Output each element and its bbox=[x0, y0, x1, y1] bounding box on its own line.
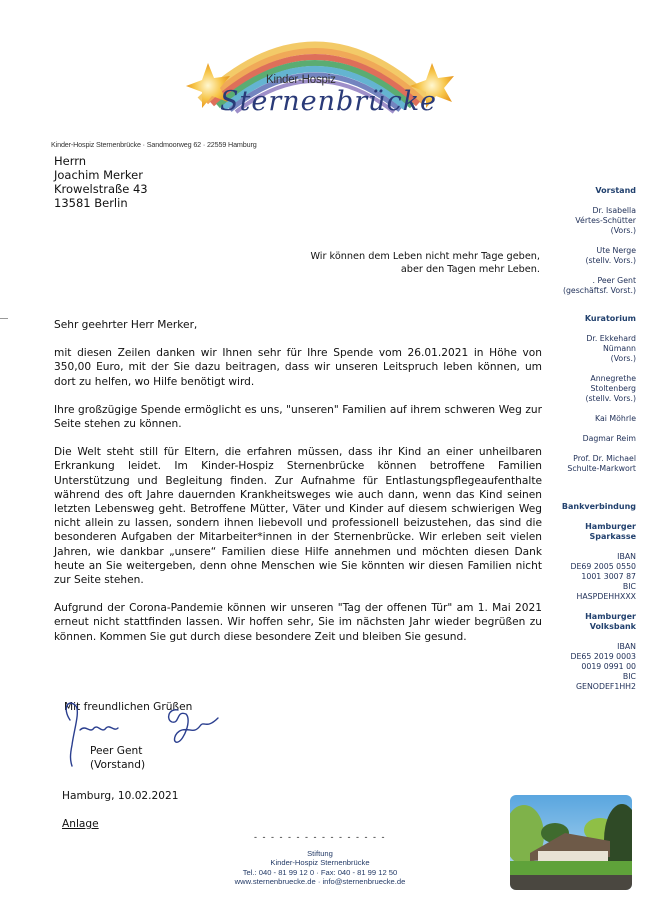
hospice-building-photo bbox=[510, 795, 632, 890]
footer-contact: Tel.: 040 - 81 99 12 0 · Fax: 040 - 81 99 12 50 bbox=[242, 867, 398, 877]
paragraph: Die Welt steht still für Eltern, die erfahren müssen, dass ihr Kind an einer unheilbaren Erkrankung leidet. Im Kinder-Hospiz Sternenbrücke können betroffene Familien Unterstützung und Begleitung finden. Zur Aufnahme für Entlastungspflegeaufenthalte während des oft Jahre dauernden Krankheitsweges wie auch dann, wenn das Kind seinen letzten Lebensweg geht. Betroffene Mütter, Väter und Kinder auf diesem schwierigen Weg nicht allein zu lassen, sondern ihnen liebevoll und professionell beizustehen, das sind die besonderen Aufgaben der Mitarbeiter*innen in der Sternenbrücke. Wir erleben seit vielen Jahren, wie dankbar „unsere“ Familien diese Hilfe annehmen und möchten diesen Dank heute an Sie weitergeben, denn ohne Menschen wie Sie könnten wir diesen Familien nicht zur Seite stehen. bbox=[54, 446, 542, 587]
member-role: (stellv. Vors.) bbox=[585, 256, 636, 265]
kuratorium-member bbox=[526, 434, 636, 444]
member-name: Nümann bbox=[602, 344, 636, 353]
vorstand-member bbox=[526, 206, 636, 236]
place-date: Hamburg, 10.02.2021 bbox=[62, 790, 179, 802]
member-name: Kai Möhrle bbox=[594, 414, 636, 423]
paragraph: Ihre großzügige Spende ermöglicht es uns, "unseren" Familien auf ihrem schweren Weg zur Seite stehen zu können. bbox=[54, 403, 542, 431]
closing: Mit freundlichen Grüßen bbox=[64, 701, 193, 713]
fold-mark bbox=[0, 318, 8, 319]
letter-body bbox=[54, 318, 542, 658]
kuratorium-heading: Kuratorium bbox=[584, 314, 636, 323]
member-name: Schulte-Markwort bbox=[567, 464, 636, 473]
bank-name: Sparkasse bbox=[589, 532, 636, 541]
member-role: (geschäftsf. Vorst.) bbox=[562, 286, 636, 295]
recipient-city: 13581 Berlin bbox=[54, 196, 128, 210]
signer-name: Peer Gent bbox=[90, 745, 143, 757]
vorstand-heading: Vorstand bbox=[595, 186, 636, 195]
bank-heading: Bankverbindung bbox=[561, 502, 636, 511]
vorstand-member bbox=[526, 246, 636, 266]
vorstand-member bbox=[526, 276, 636, 296]
bank-entry bbox=[526, 522, 636, 602]
footer-divider: - - - - - - - - - - - - - - - - bbox=[254, 832, 386, 842]
kuratorium-member bbox=[526, 374, 636, 404]
sender-return-address: Kinder-Hospiz Sternenbrücke · Sandmoorweg 62 · 22559 Hamburg bbox=[51, 140, 257, 149]
member-name: Prof. Dr. Michael bbox=[573, 454, 636, 463]
bank-name: Hamburger bbox=[585, 522, 636, 531]
bic-label: BIC bbox=[622, 672, 636, 681]
kuratorium-member bbox=[526, 454, 636, 474]
logo-subtitle: Kinder-Hospiz bbox=[266, 74, 336, 86]
kuratorium-member bbox=[526, 334, 636, 364]
iban-value: DE65 2019 0003 bbox=[570, 652, 636, 661]
kuratorium-member bbox=[526, 414, 636, 424]
member-name: Dagmar Reim bbox=[582, 434, 636, 443]
member-name: . Peer Gent bbox=[592, 276, 636, 285]
motto-line-1: Wir können dem Leben nicht mehr Tage geben, bbox=[310, 251, 540, 262]
member-name: Dr. Ekkehard bbox=[586, 334, 636, 343]
footer bbox=[200, 833, 440, 887]
greeting: Sehr geehrter Herr Merker, bbox=[54, 319, 198, 331]
logo-script: Sternenbrücke bbox=[220, 86, 438, 117]
member-role: (stellv. Vors.) bbox=[585, 394, 636, 403]
bic-label: BIC bbox=[622, 582, 636, 591]
signer-role: (Vorstand) bbox=[90, 759, 146, 771]
footer-line: Kinder-Hospiz Sternenbrücke bbox=[270, 858, 370, 867]
bank-name: Hamburger bbox=[585, 612, 636, 621]
motto-line-2: aber den Tagen mehr Leben. bbox=[400, 264, 540, 275]
signer bbox=[90, 744, 145, 772]
member-role: (Vors.) bbox=[610, 354, 636, 363]
member-name: Vértes-Schütter bbox=[575, 216, 636, 225]
bic-value: GENODEF1HH2 bbox=[576, 682, 636, 691]
sidebar bbox=[526, 186, 636, 702]
member-name: Dr. Isabella bbox=[592, 206, 636, 215]
member-name: Stoltenberg bbox=[590, 384, 636, 393]
bic-value: HASPDEHHXXX bbox=[576, 592, 636, 601]
enclosure: Anlage bbox=[62, 818, 99, 830]
recipient-address bbox=[54, 154, 148, 210]
iban-value: DE69 2005 0550 bbox=[570, 562, 636, 571]
iban-label: IBAN bbox=[617, 552, 636, 561]
member-name: Annegrethe bbox=[590, 374, 636, 383]
recipient-salutation: Herrn bbox=[54, 154, 87, 168]
footer-line: Stiftung bbox=[307, 848, 333, 858]
recipient-street: Krowelstraße 43 bbox=[54, 182, 148, 196]
motto bbox=[310, 250, 540, 276]
recipient-name: Joachim Merker bbox=[54, 168, 143, 182]
paragraph: Aufgrund der Corona-Pandemie können wir unseren "Tag der offenen Tür" am 1. Mai 2021 erneut nicht stattfinden lassen. Wir hoffen sehr, Sie im nächsten Jahr wieder begrüßen zu können. Kommen Sie gut durch diese besondere Zeit und bleiben Sie gesund. bbox=[54, 602, 542, 643]
iban-value: 0019 0991 00 bbox=[581, 662, 636, 671]
iban-label: IBAN bbox=[617, 642, 636, 651]
paragraph: mit diesen Zeilen danken wir Ihnen sehr für Ihre Spende vom 26.01.2021 in Höhe von 350,00 Euro, mit der Sie dazu beitragen, dass wir unseren Leitspruch leben können, um dort zu helfen, wo Hilfe benötigt wird. bbox=[54, 347, 542, 388]
iban-value: 1001 3007 87 bbox=[581, 572, 636, 581]
logo bbox=[170, 0, 460, 125]
member-role: (Vors.) bbox=[610, 226, 636, 235]
member-name: Ute Nerge bbox=[596, 246, 636, 255]
footer-web: www.sternenbruecke.de · info@sternenbruecke.de bbox=[234, 877, 406, 886]
bank-entry bbox=[526, 612, 636, 692]
bank-name: Volksbank bbox=[589, 622, 636, 631]
